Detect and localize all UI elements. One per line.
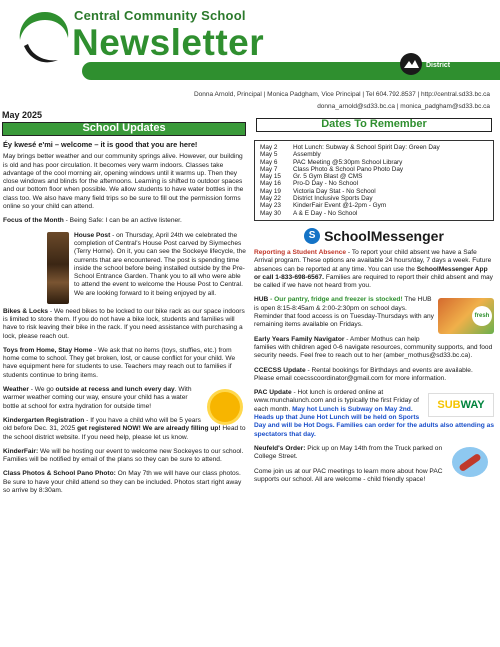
- date-row: [260, 210, 488, 217]
- weather-paragraph: [3, 386, 246, 411]
- weather-bold: outside at recess and lunch every day: [55, 386, 175, 394]
- date-row: [260, 173, 488, 180]
- kinder-paragraph: [3, 417, 246, 442]
- pac-paragraph: [254, 389, 494, 439]
- absence-bold: SchoolMessenger App or call 1-833-698-6567.: [254, 265, 488, 281]
- date-event: PAC Meeting @5:30pm School Library: [293, 158, 403, 166]
- bikes-text: - We need bikes to be locked to our bike rack as our space indoors is limited to store them. If you do not have a bike lock, students and families will have to risk leaving their bike in the rack. If you need assistance with purchasing a lock, please reach out.: [3, 307, 245, 340]
- kinderfair-text: We will be hosting our event to welcome new Sockeyes to our school. Families will be notified by email of the plans so they can be sure to attend.: [3, 447, 244, 464]
- toys-text: - We ask that no items (toys, stuffies, etc.) from home come to school. They get broken, lost, or cause conflict for your child. We have equipment here for students to use. Teachers may reach out to families if students continue to bring items.: [3, 346, 236, 379]
- date-row: [260, 195, 488, 202]
- district-name: Chilliwack School District: [426, 54, 486, 69]
- date-day: May 2: [260, 144, 278, 151]
- house-post-image: [47, 232, 69, 304]
- date-row: [260, 144, 488, 151]
- ccecss-label: CCECSS Update: [254, 366, 306, 374]
- date-day: May 7: [260, 165, 278, 173]
- hub-text: The HUB is open 8:15-8:45am & 2:00-2:30pm on school days. Reminder that food access is on Tuesday-Thursdays with any remaining items available on Fridays.: [254, 296, 434, 329]
- absence-label: Reporting a Student Absence: [254, 248, 347, 256]
- navigator-text: - Amber Mothus can help families with children aged 0-6 navigate resources, community supports, and food security needs. Feel free to reach out to her (amber_mothus@sd33.bc.ca).: [254, 335, 493, 360]
- date-day: May 22: [260, 195, 281, 203]
- fresh-badge: fresh: [472, 306, 492, 326]
- date-row: [260, 151, 488, 158]
- pac-blue: May hot Lunch is Subway on May 2nd. Heads up that June Hot Lunch will be held on Sports Day and will be Hot Dogs. Families can order for the adults also attending as spectators that day.: [254, 405, 494, 438]
- date-event: Gr. 5 Gym Blast @ CMS: [293, 173, 363, 181]
- absence-text-2: Families are required to report their child absent and may be called if we have not heard from you.: [254, 273, 493, 290]
- contact-line: Donna Arnold, Principal | Monica Padgham, Vice Principal | Tel 604.792.8537 | http://central.sd33.bc.ca: [193, 91, 490, 98]
- neufeld-paragraph: [254, 445, 494, 462]
- dates-list: [254, 140, 494, 221]
- house-post-paragraph: [74, 232, 246, 304]
- closing-paragraph: Come join us at our PAC meetings to learn more about how PAC supports our school. All are welcome - child friendly space!: [254, 467, 443, 483]
- district-logo-icon: [400, 53, 422, 75]
- date-row: [260, 188, 488, 195]
- weather-text-2: . With warmer weather coming our way, ensure your child has a water bottle at school for extra hydration for outside time!: [3, 386, 192, 410]
- hub-paragraph: [254, 296, 494, 329]
- schoolmessenger-mark-icon: S: [304, 228, 320, 244]
- issue-date: May 2025: [2, 110, 43, 120]
- right-column: [254, 140, 494, 490]
- absence-text-1: - To report your child absent we have a Safe Arrival program. These options are available 24 hours/day, 7 days a week. Future absences can be reported at any time. You can use the: [254, 248, 492, 273]
- kinder-text-2: Head to the school district website. If you need help, please let us know.: [3, 425, 246, 441]
- date-event: Victoria Day Stat - No School: [293, 187, 376, 195]
- subway-logo-part-1: SUB: [437, 399, 461, 412]
- date-event: A & E Day - No School: [293, 209, 358, 217]
- navigator-label: Early Years Family Navigator: [254, 335, 345, 343]
- newsletter-title: Newsletter: [72, 22, 265, 63]
- date-row: [260, 202, 488, 209]
- dates-banner: Dates To Remember: [256, 118, 492, 132]
- date-day: May 16: [260, 180, 281, 188]
- subway-logo: [428, 393, 494, 417]
- absence-paragraph: [254, 249, 494, 290]
- ccecss-text: - Rental bookings for Birthdays and events are available. Please email ccecsscoordinator@gmail.com for more information.: [254, 366, 473, 382]
- school-logo-icon: [14, 8, 76, 70]
- school-name: Central Community School: [74, 8, 246, 23]
- focus-label: Focus of the Month: [3, 217, 64, 225]
- date-event: Hot Lunch: Subway & School Spirit Day: Green Day: [293, 144, 440, 151]
- date-day: May 5: [260, 151, 278, 159]
- date-row: [260, 180, 488, 187]
- date-row: [260, 159, 488, 166]
- house-post-text: - on Thursday, April 24th we celebrated the completion of Central's House Post carved by Siymeches (Terry Horne). On it, you can see the Sockeye lifecycle, the currents that are encountered. The post is spending time inside the school before being installed outside by the Pre-School Entrance Garden. Thank you to all who were able to attend the event to welcome the House Post to Central. We are looking forward to it being enjoyed by all.: [74, 231, 246, 297]
- schoolmessenger-logo: [254, 226, 494, 246]
- navigator-paragraph: [254, 336, 494, 361]
- kinderfair-paragraph: [3, 448, 246, 465]
- date-day: May 23: [260, 202, 281, 210]
- date-day: May 30: [260, 209, 281, 217]
- pac-label: PAC Update: [254, 389, 292, 397]
- date-event: Class Photo & School Pano Photo Day: [293, 165, 404, 173]
- subway-logo-part-2: WAY: [460, 399, 485, 412]
- date-day: May 15: [260, 173, 281, 181]
- bikes-paragraph: [3, 308, 246, 341]
- toys-paragraph: [3, 347, 246, 380]
- hub-green: - Our pantry, fridge and freezer is stocked!: [268, 296, 403, 304]
- kinderfair-label: KinderFair:: [3, 447, 39, 455]
- kinder-label: Kindergarten Registration: [3, 416, 85, 424]
- photos-text: On May 7th we will have our class photos. Be sure to have your child attend so they can be included. Photos start right away so arrive by 8:30am.: [3, 470, 242, 495]
- photos-label: Class Photos & School Pano Photo:: [3, 470, 116, 478]
- ccecss-paragraph: [254, 367, 494, 384]
- masthead: [0, 0, 500, 84]
- neufeld-label: Neufeld's Order:: [254, 444, 306, 452]
- toys-label: Toys from Home, Stay Home: [3, 346, 93, 354]
- date-event: KinderFair Event @1-2pm - Gym: [293, 202, 387, 210]
- hub-label: HUB: [254, 296, 269, 304]
- hotdog-icon: [452, 447, 488, 477]
- sun-icon: [210, 392, 240, 422]
- date-event: District Inclusive Sports Day: [293, 195, 373, 203]
- house-post-section: [3, 232, 246, 304]
- focus-paragraph: [3, 217, 246, 225]
- kinder-text-1: - If you have a child who will be 5 years old before Dec. 31, 2025: [3, 416, 201, 433]
- focus-text: - Being Safe: I can be an active listener.: [63, 217, 182, 225]
- date-day: May 19: [260, 187, 281, 195]
- neufeld-text: Pick up on May 14th from the Truck parked on College Street.: [254, 444, 443, 461]
- food-image: [438, 298, 494, 334]
- intro-paragraph: May brings better weather and our community springs alive. However, our building is old and has poor circulation. It becomes very warm indoors. Classes take advantage of the cool morning air, opening windows until it warms up. Then they close windows and blinds for the afternoons. Learning is shifted to outdoor spaces and our bottom floor when possible. We allow students to have water bottles in the class too. We also have many field trips so be sure to fill out the permission forms online so your child can attend.: [3, 153, 244, 211]
- pac-text-1: - Hot lunch is ordered online at www.munchalunch.com and is typically the first Friday of each month.: [254, 389, 419, 413]
- school-updates-banner: School Updates: [2, 122, 246, 136]
- email-line: donna_arnold@sd33.bc.ca | monica_padgham@sd33.bc.ca: [317, 103, 490, 110]
- photos-paragraph: [3, 470, 246, 495]
- date-row: [260, 166, 488, 173]
- greeting: Éy kwesé e'mi – welcome – it is good that you are here!: [3, 140, 198, 149]
- bikes-label: Bikes & Locks: [3, 307, 49, 315]
- schoolmessenger-text: SchoolMessenger: [324, 227, 444, 244]
- date-event: Pro-D Day - No School: [293, 180, 358, 188]
- weather-text-1: - We go: [28, 386, 56, 394]
- house-post-label: House Post: [74, 231, 111, 239]
- kinder-bold: get registered NOW! We are already filling up!: [77, 425, 221, 433]
- left-column: [3, 141, 246, 501]
- date-day: May 6: [260, 158, 278, 166]
- date-event: Assembly: [293, 151, 321, 159]
- weather-label: Weather: [3, 386, 29, 394]
